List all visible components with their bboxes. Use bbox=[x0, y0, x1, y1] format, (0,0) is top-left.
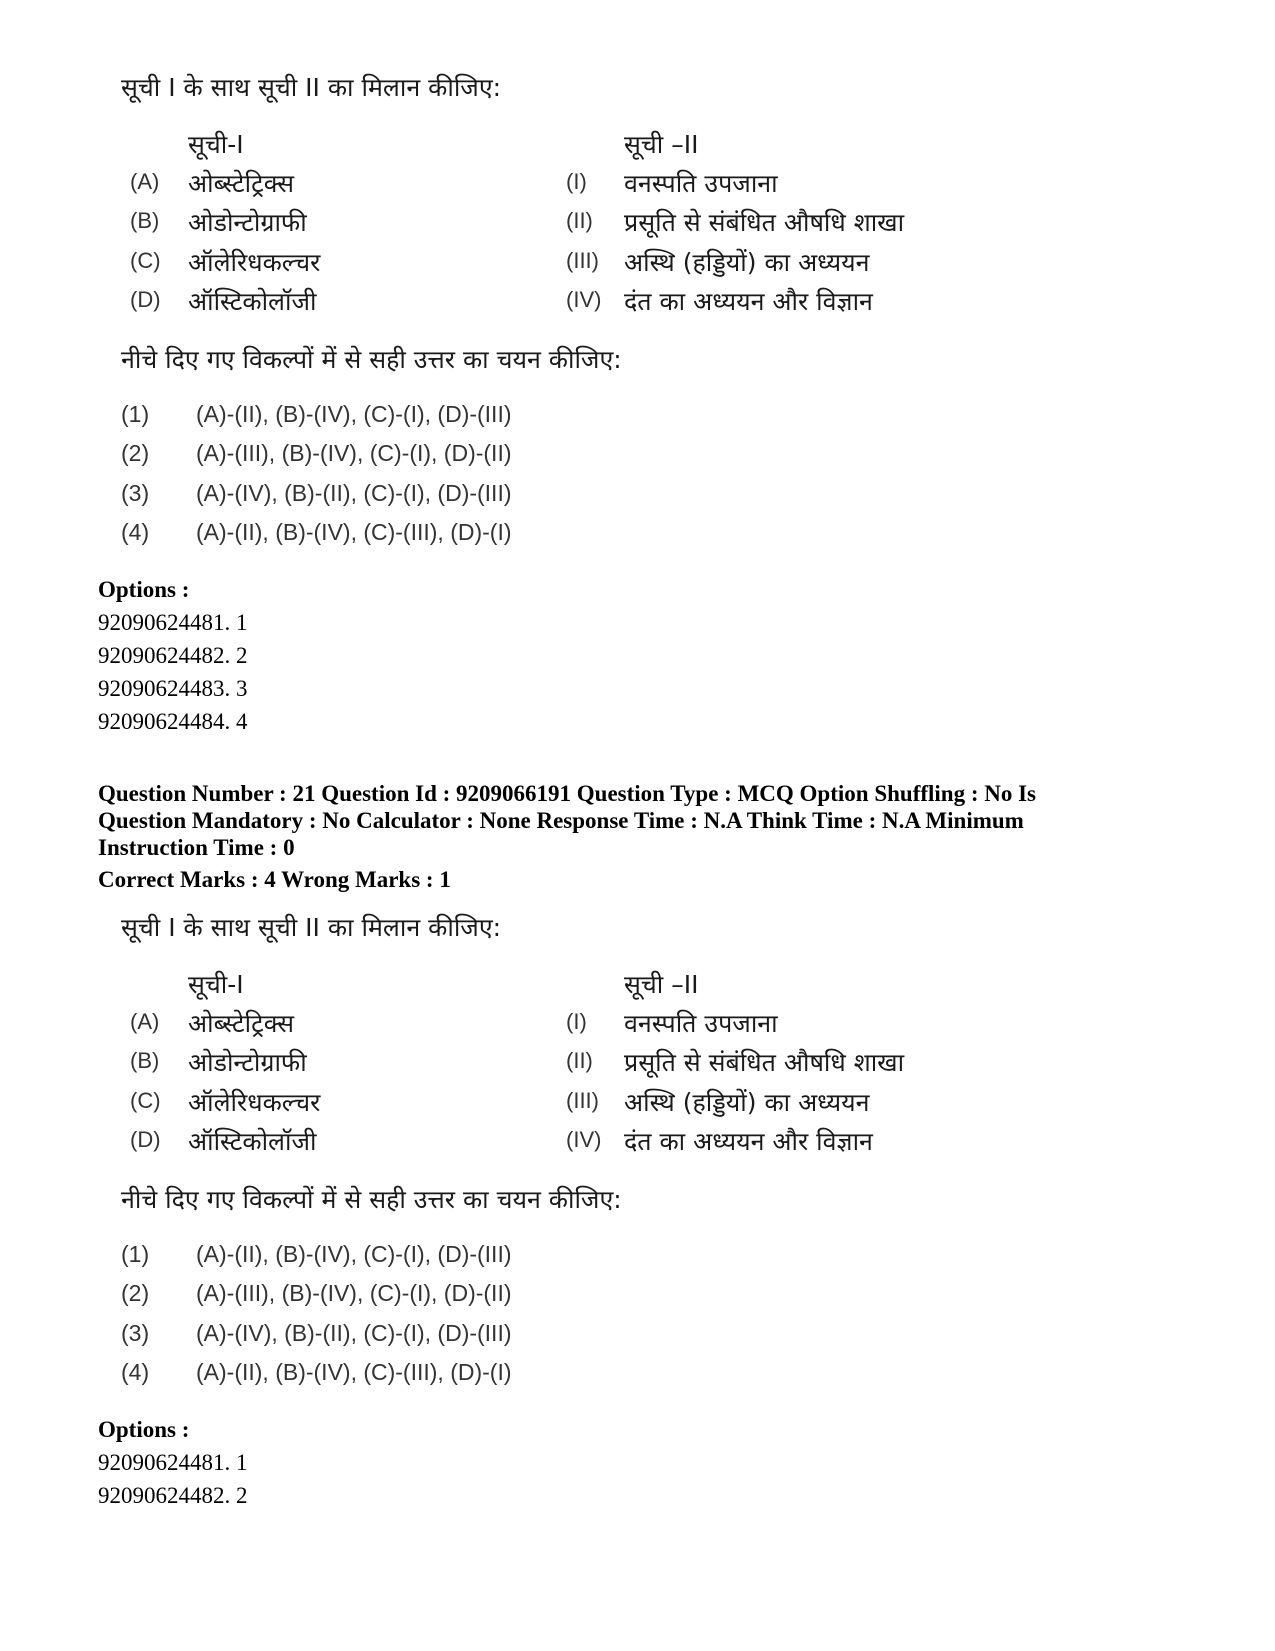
list1-text: ओडोन्टोग्राफी bbox=[188, 1048, 307, 1077]
options-title: Options : bbox=[98, 1417, 190, 1442]
option-item: 92090624483. 3 bbox=[98, 676, 248, 701]
list1-text: ओब्स्टेट्रिक्स bbox=[188, 169, 295, 198]
list2-label: (II) bbox=[566, 208, 593, 233]
list2-label: (IV) bbox=[566, 1127, 602, 1152]
list2-text: वनस्पति उपजाना bbox=[624, 169, 778, 198]
answer-number: (3) bbox=[121, 480, 150, 506]
question-heading: सूची I के साथ सूची II का मिलान कीजिए: bbox=[121, 73, 502, 102]
list1-label: (A) bbox=[130, 169, 160, 194]
list1-label: (B) bbox=[130, 1048, 160, 1073]
match-row bbox=[0, 1124, 1275, 1160]
answer-number: (2) bbox=[121, 1280, 150, 1306]
list1-label: (A) bbox=[130, 1009, 160, 1034]
list1-label: (D) bbox=[130, 1127, 161, 1152]
question-image-bottom bbox=[0, 910, 1275, 1385]
match-row bbox=[0, 166, 1275, 202]
answer-text: (A)-(II), (B)-(IV), (C)-(I), (D)-(III) bbox=[196, 401, 512, 427]
match-row bbox=[0, 1045, 1275, 1081]
list2-text: प्रसूति से संबंधित औषधि शाखा bbox=[624, 1048, 905, 1077]
list1-text: ऑस्टिकोलॉजी bbox=[188, 287, 317, 316]
question-meta bbox=[98, 780, 1198, 861]
list1-label: (C) bbox=[130, 1088, 161, 1113]
match-row bbox=[0, 1085, 1275, 1121]
question-heading: सूची I के साथ सूची II का मिलान कीजिए: bbox=[121, 913, 502, 942]
question-meta-line: Question Mandatory : No Calculator : None Response Time : N.A Think Time : N.A Minimum bbox=[98, 808, 1024, 833]
list2-label: (III) bbox=[566, 1088, 599, 1113]
match-row bbox=[0, 205, 1275, 241]
list2-text: दंत का अध्ययन और विज्ञान bbox=[624, 287, 873, 316]
answer-text: (A)-(IV), (B)-(II), (C)-(I), (D)-(III) bbox=[196, 480, 512, 506]
list2-text: अस्थि (हड्डियों) का अध्ययन bbox=[624, 1088, 870, 1117]
answer-number: (1) bbox=[121, 401, 150, 427]
list2-text: दंत का अध्ययन और विज्ञान bbox=[624, 1127, 873, 1156]
answer-text: (A)-(II), (B)-(IV), (C)-(III), (D)-(I) bbox=[196, 1359, 512, 1385]
question-marks: Correct Marks : 4 Wrong Marks : 1 bbox=[98, 867, 451, 892]
list1-text: ओब्स्टेट्रिक्स bbox=[188, 1009, 295, 1038]
list2-text: प्रसूति से संबंधित औषधि शाखा bbox=[624, 208, 905, 237]
option-item: 92090624481. 1 bbox=[98, 610, 248, 635]
answer-text: (A)-(II), (B)-(IV), (C)-(III), (D)-(I) bbox=[196, 519, 512, 545]
list1-title: सूची-I bbox=[188, 130, 244, 159]
answer-number: (2) bbox=[121, 440, 150, 466]
list1-label: (D) bbox=[130, 287, 161, 312]
match-row bbox=[0, 245, 1275, 281]
list2-title: सूची –II bbox=[624, 970, 699, 999]
list1-text: ऑस्टिकोलॉजी bbox=[188, 1127, 317, 1156]
list1-text: ओडोन्टोग्राफी bbox=[188, 208, 307, 237]
question-instruction: नीचे दिए गए विकल्पों में से सही उत्तर का चयन कीजिए: bbox=[121, 1185, 622, 1214]
list2-label: (III) bbox=[566, 248, 599, 273]
list2-label: (IV) bbox=[566, 287, 602, 312]
option-item: 92090624484. 4 bbox=[98, 709, 248, 734]
answer-number: (4) bbox=[121, 1359, 150, 1385]
list2-label: (I) bbox=[566, 169, 587, 194]
option-item: 92090624482. 2 bbox=[98, 1483, 248, 1508]
list2-title: सूची –II bbox=[624, 130, 699, 159]
question-instruction: नीचे दिए गए विकल्पों में से सही उत्तर का चयन कीजिए: bbox=[121, 345, 622, 374]
question-image-top bbox=[0, 70, 1275, 545]
answer-text: (A)-(III), (B)-(IV), (C)-(I), (D)-(II) bbox=[196, 440, 512, 466]
list2-label: (II) bbox=[566, 1048, 593, 1073]
answer-number: (4) bbox=[121, 519, 150, 545]
list1-text: ऑलेरिधकल्चर bbox=[188, 1088, 321, 1117]
list1-label: (B) bbox=[130, 208, 160, 233]
match-row bbox=[0, 284, 1275, 320]
question-meta-line: Instruction Time : 0 bbox=[98, 835, 295, 860]
options-title: Options : bbox=[98, 577, 190, 602]
option-item: 92090624481. 1 bbox=[98, 1450, 248, 1475]
match-row bbox=[0, 1006, 1275, 1042]
answer-number: (1) bbox=[121, 1241, 150, 1267]
list1-title: सूची-I bbox=[188, 970, 244, 999]
answer-text: (A)-(II), (B)-(IV), (C)-(I), (D)-(III) bbox=[196, 1241, 512, 1267]
question-meta-line: Question Number : 21 Question Id : 9209066191 Question Type : MCQ Option Shuffling : No Is bbox=[98, 781, 1037, 806]
list1-text: ऑलेरिधकल्चर bbox=[188, 248, 321, 277]
option-item: 92090624482. 2 bbox=[98, 643, 248, 668]
answer-text: (A)-(III), (B)-(IV), (C)-(I), (D)-(II) bbox=[196, 1280, 512, 1306]
list2-label: (I) bbox=[566, 1009, 587, 1034]
answer-number: (3) bbox=[121, 1320, 150, 1346]
answer-text: (A)-(IV), (B)-(II), (C)-(I), (D)-(III) bbox=[196, 1320, 512, 1346]
list2-text: अस्थि (हड्डियों) का अध्ययन bbox=[624, 248, 870, 277]
list2-text: वनस्पति उपजाना bbox=[624, 1009, 778, 1038]
list1-label: (C) bbox=[130, 248, 161, 273]
